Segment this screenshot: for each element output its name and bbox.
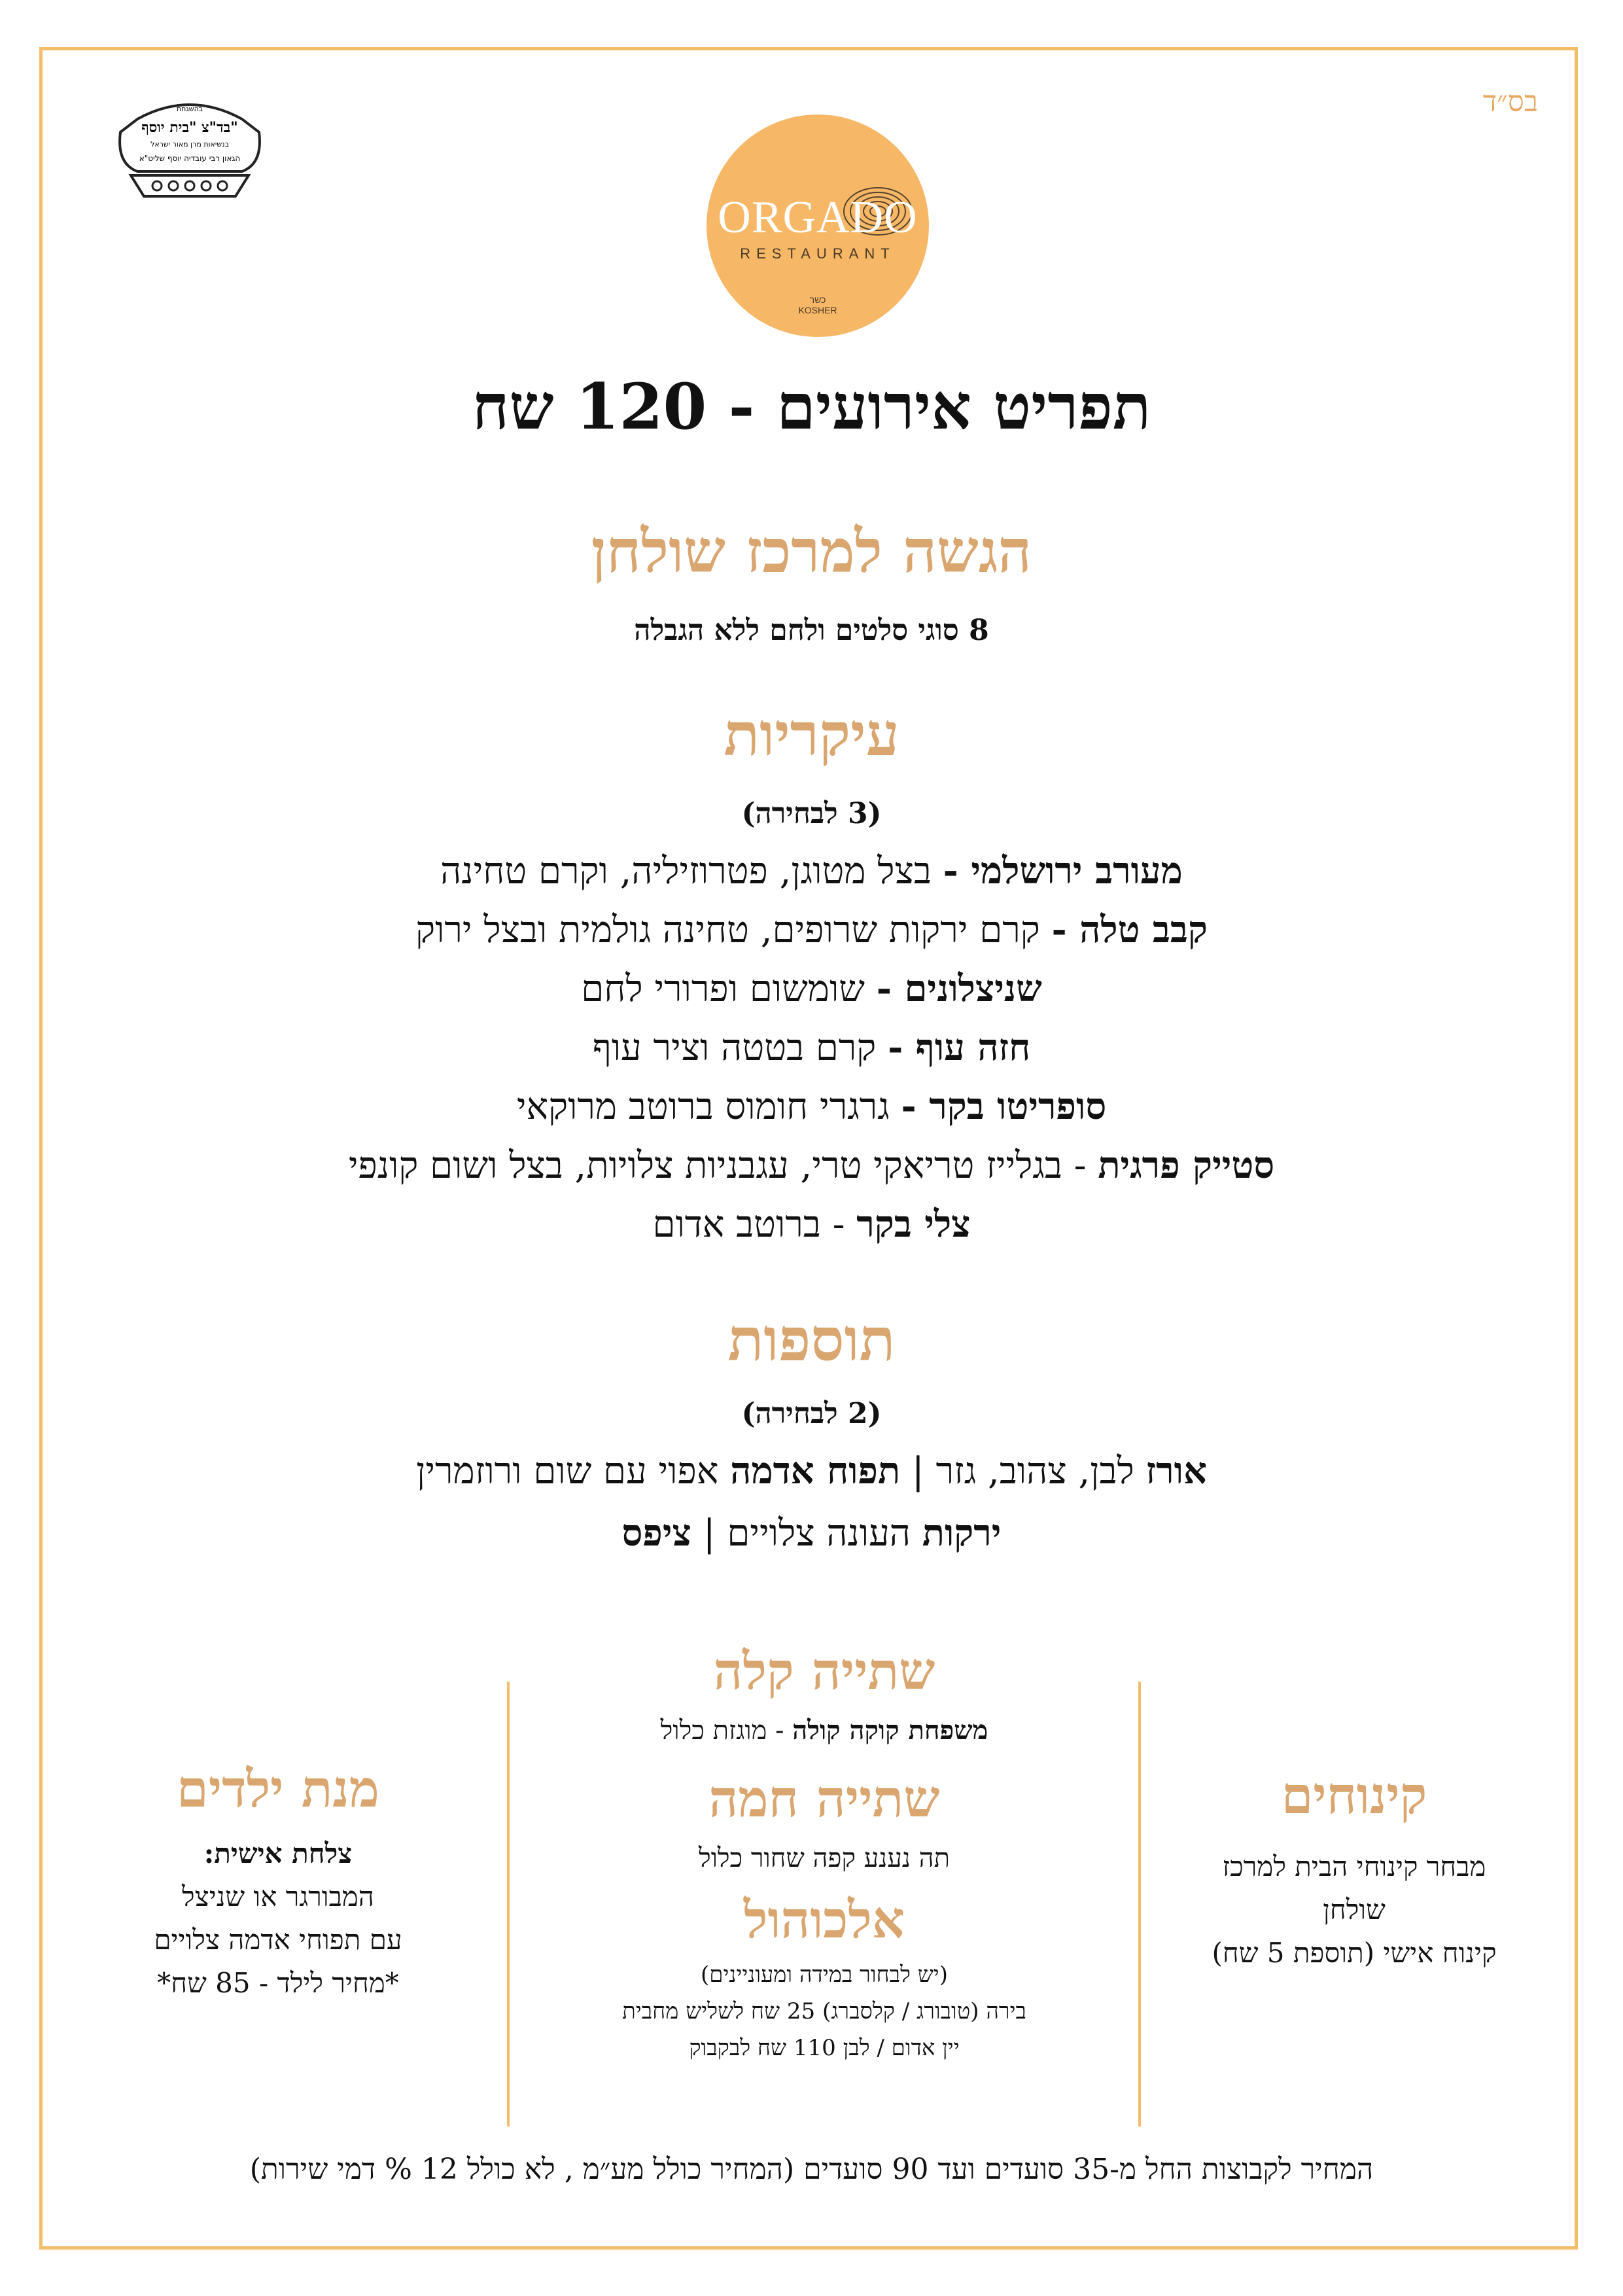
main-item: שניצלונים - שומשום ופרורי לחם xyxy=(581,967,1042,1010)
logo-subtitle: RESTAURANT xyxy=(740,245,896,262)
kids-line: *מחיר לילד - 85 שח* xyxy=(157,1967,399,1999)
drinks-section xyxy=(517,1636,1132,2066)
desserts-section xyxy=(1148,1760,1560,1975)
hot-drinks-line: תה נענע קפה שחור כלול xyxy=(698,1843,950,1873)
center-table-subtitle: 8 סוגי סלטים ולחם ללא הגבלה xyxy=(634,614,989,647)
sides-line-1: אורז לבן, צהוב, גזר | תפוח אדמה אפוי עם שום ורוזמרין xyxy=(416,1449,1207,1492)
alcohol-line: יין אדום / לבן 110 שח לבקבוק xyxy=(689,2035,960,2061)
kids-section xyxy=(59,1754,497,2005)
sides-title: תוספות xyxy=(727,1305,896,1375)
main-item: סופריטו בקר - גרגרי חומוס ברוטב מרוקאי xyxy=(516,1085,1107,1128)
desserts-line: שולחן xyxy=(1323,1894,1386,1926)
bsd-mark: בס״ד xyxy=(1482,85,1538,118)
main-item: סטייק פרגית - בגלייז טריאקי טרי, עגבניות צלויות, בצל ושום קונפי xyxy=(348,1144,1275,1187)
stamp-text-2: בד"צ "בית יוסף" xyxy=(141,119,238,136)
main-item: חזה עוף - קרם בטטה וציר עוף xyxy=(592,1026,1031,1069)
stamp-text-1: בהשגחת xyxy=(176,105,203,113)
stamp-text-4: הגאון רבי עובדיה יוסף שליט"א xyxy=(139,154,241,163)
sides-note: (2 לבחירה) xyxy=(741,1397,882,1430)
kids-line: המבורגר או שניצל xyxy=(182,1881,374,1913)
alcohol-title: אלכוהול xyxy=(744,1890,905,1950)
kids-title: מנת ילדים xyxy=(177,1759,379,1819)
kids-label: צלחת אישית: xyxy=(203,1837,353,1869)
main-item: קבב טלה - קרם ירקות שרופים, טחינה גולמית ובצל ירוק xyxy=(415,908,1208,951)
mains-title: עיקריות xyxy=(724,700,899,769)
soft-drinks-line: משפחת קוקה קולה - מוגזת כלול xyxy=(660,1715,988,1746)
desserts-line: קינוח אישי (תוספת 5 שח) xyxy=(1212,1937,1497,1969)
sides-line-2: ירקות העונה צלויים | ציפס xyxy=(621,1511,1002,1555)
stamp-text-3: בנשיאות מרן מאור ישראל xyxy=(150,140,229,149)
kids-line: עם תפוחי אדמה צלויים xyxy=(154,1924,402,1956)
column-divider xyxy=(507,1682,510,2127)
alcohol-line: (יש לבחור במידה ומעוניינים) xyxy=(701,1962,948,1988)
logo-kosher: כשר KOSHER xyxy=(798,294,837,315)
page-title: תפריט אירועים - 120 שח xyxy=(472,370,1151,444)
alcohol-line: בירה (טובורג / קלסברג) 25 שח לשליש מחבית xyxy=(622,1998,1026,2024)
kashrut-stamp-icon xyxy=(111,92,268,203)
hot-drinks-title: שתייה חמה xyxy=(708,1769,940,1829)
column-divider xyxy=(1138,1682,1141,2127)
logo-name: ORGADO xyxy=(718,192,918,243)
desserts-line: מבחר קינוחי הבית למרכז xyxy=(1222,1850,1486,1882)
main-item: צלי בקר - ברוטב אדום xyxy=(652,1203,971,1246)
restaurant-logo xyxy=(707,115,929,337)
main-item: מעורב ירושלמי - בצל מטוגן, פטרוזיליה, וקרם טחינה xyxy=(440,849,1183,892)
soft-drinks-title: שתייה קלה xyxy=(713,1642,935,1701)
desserts-title: קינוחים xyxy=(1281,1766,1427,1826)
mains-note: (3 לבחירה) xyxy=(741,797,882,830)
center-table-title: הגשה למרכז שולחן xyxy=(591,517,1032,586)
footer-note: המחיר לקבוצות החל מ-35 סועדים ועד 90 סועדים (המחיר כולל מע״מ , לא כולל 12 % דמי שירות) xyxy=(249,2153,1374,2186)
